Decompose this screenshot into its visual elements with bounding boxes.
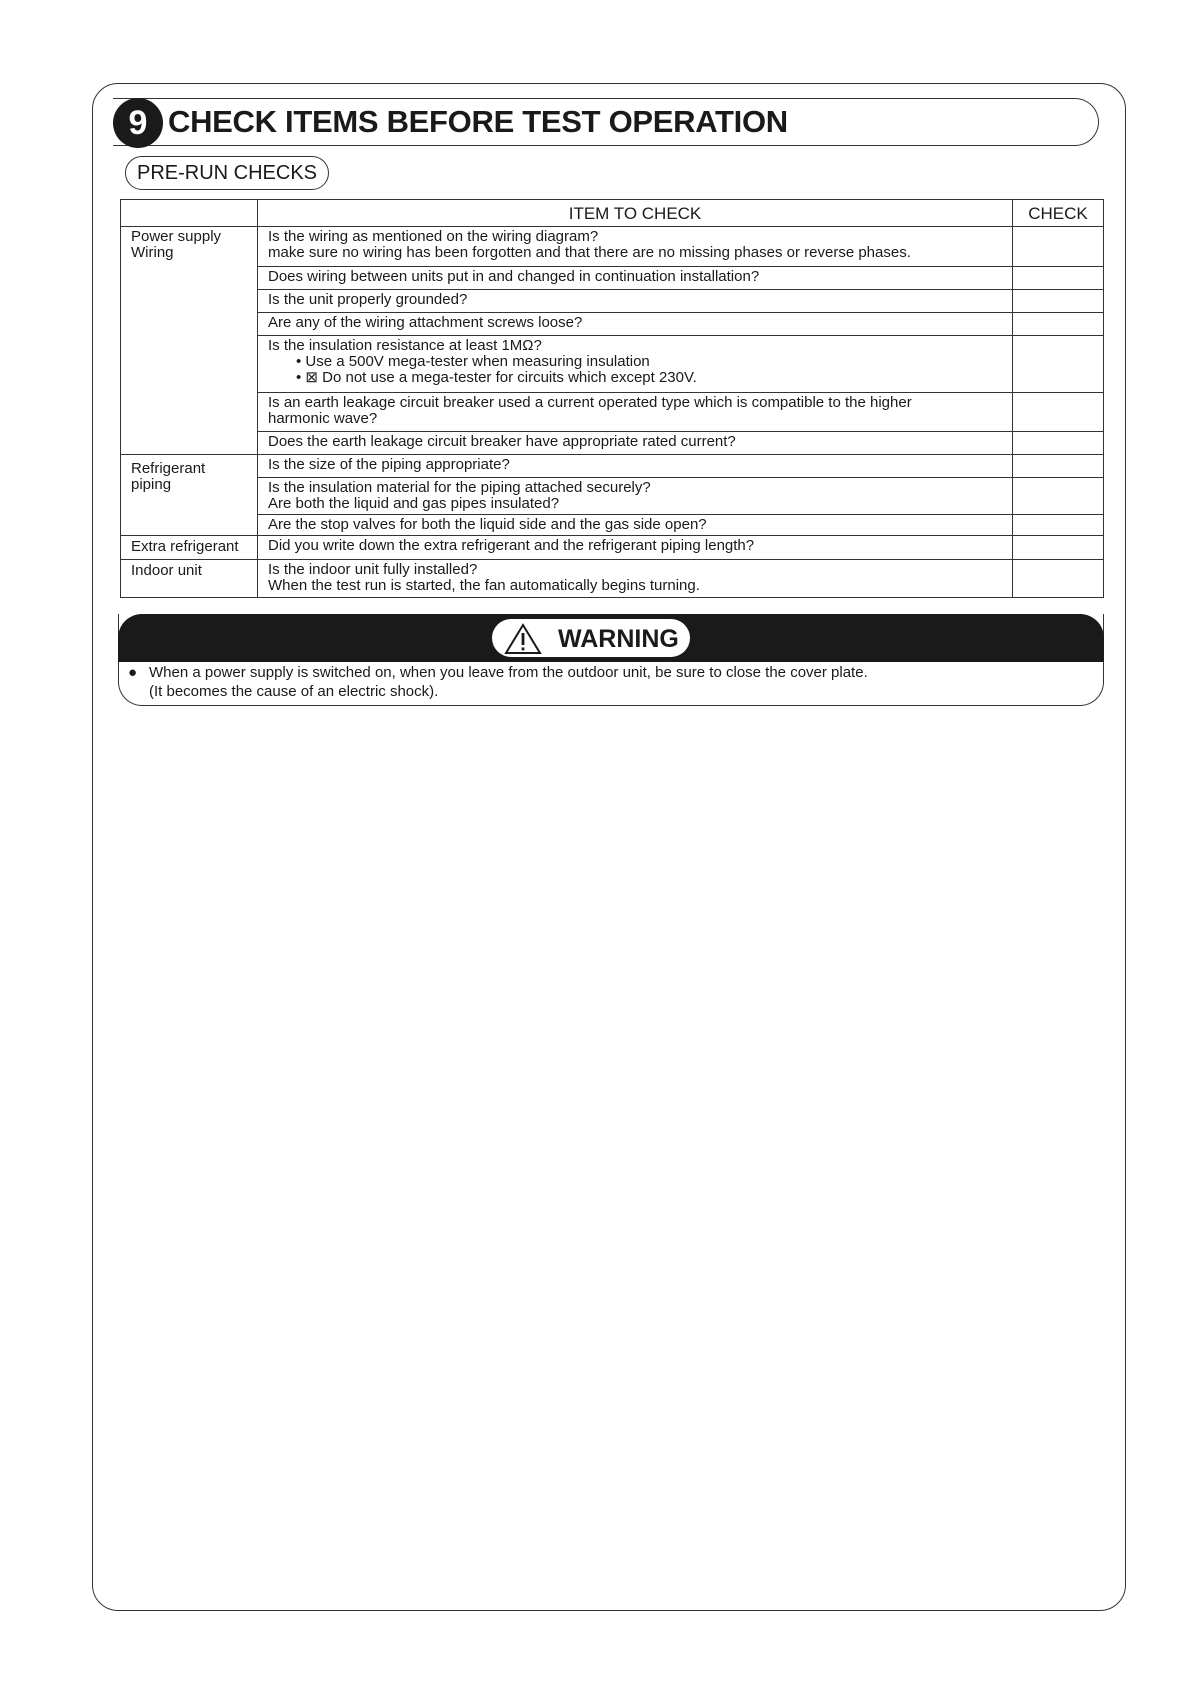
check-box[interactable] [1013, 432, 1104, 455]
table-row [121, 536, 1104, 560]
bullet-icon: ● [128, 664, 138, 681]
check-item: Are any of the wiring attachment screws loose? [258, 313, 1013, 336]
check-item: Did you write down the extra refrigerant and the refrigerant piping length? [258, 536, 1013, 560]
category-indoor-unit: Indoor unit [121, 560, 258, 598]
check-box[interactable] [1013, 560, 1104, 598]
check-box[interactable] [1013, 227, 1104, 267]
table-row [121, 336, 1104, 393]
header-check: CHECK [1013, 200, 1104, 227]
table-header-row [121, 200, 1104, 227]
table-row [121, 313, 1104, 336]
check-box[interactable] [1013, 536, 1104, 560]
check-box[interactable] [1013, 515, 1104, 536]
warning-text: ● When a power supply is switched on, when you leave from the outdoor unit, be sure to close the cover plate. (It becomes the cause of an electric shock). [128, 664, 868, 700]
header-item: ITEM TO CHECK [258, 200, 1013, 227]
section-number-badge: 9 [113, 98, 163, 148]
check-table [120, 199, 1104, 598]
check-box[interactable] [1013, 336, 1104, 393]
check-box[interactable] [1013, 290, 1104, 313]
check-item: Is the indoor unit fully installed? When the test run is started, the fan automatically begins turning. [258, 560, 1013, 598]
table-row [121, 515, 1104, 536]
category-refrigerant-piping: Refrigerant piping [121, 455, 258, 536]
check-box[interactable] [1013, 313, 1104, 336]
check-item: Is the unit properly grounded? [258, 290, 1013, 313]
table-row [121, 432, 1104, 455]
check-box[interactable] [1013, 478, 1104, 515]
check-item: Is the insulation resistance at least 1MΩ? • Use a 500V mega-tester when measuring insulation • ⊠ Do not use a mega-tester for circuits which except 230V. [258, 336, 1013, 393]
table-row [121, 478, 1104, 515]
check-item: Does the earth leakage circuit breaker have appropriate rated current? [258, 432, 1013, 455]
table-row [121, 267, 1104, 290]
check-item: Is the size of the piping appropriate? [258, 455, 1013, 478]
check-item: Are the stop valves for both the liquid side and the gas side open? [258, 515, 1013, 536]
table-row [121, 290, 1104, 313]
table-row [121, 393, 1104, 432]
check-item: Is an earth leakage circuit breaker used a current operated type which is compatible to the higher harmonic wave? [258, 393, 1013, 432]
check-item: Is the insulation material for the piping attached securely? Are both the liquid and gas pipes insulated? [258, 478, 1013, 515]
header-category [121, 200, 258, 227]
subsection-title: PRE-RUN CHECKS [125, 156, 329, 190]
section-title: CHECK ITEMS BEFORE TEST OPERATION [168, 104, 788, 139]
table-row [121, 227, 1104, 267]
check-item: Is the wiring as mentioned on the wiring diagram? make sure no wiring has been forgotten and that there are no missing phases or reverse phases. [258, 227, 1013, 267]
table-row [121, 560, 1104, 598]
check-box[interactable] [1013, 267, 1104, 290]
check-box[interactable] [1013, 455, 1104, 478]
warning-label: WARNING [558, 625, 679, 653]
table-row [121, 455, 1104, 478]
category-power-supply-wiring: Power supply Wiring [121, 227, 258, 455]
check-box[interactable] [1013, 393, 1104, 432]
category-extra-refrigerant: Extra refrigerant [121, 536, 258, 560]
check-item: Does wiring between units put in and changed in continuation installation? [258, 267, 1013, 290]
warning-triangle-icon [504, 623, 542, 655]
